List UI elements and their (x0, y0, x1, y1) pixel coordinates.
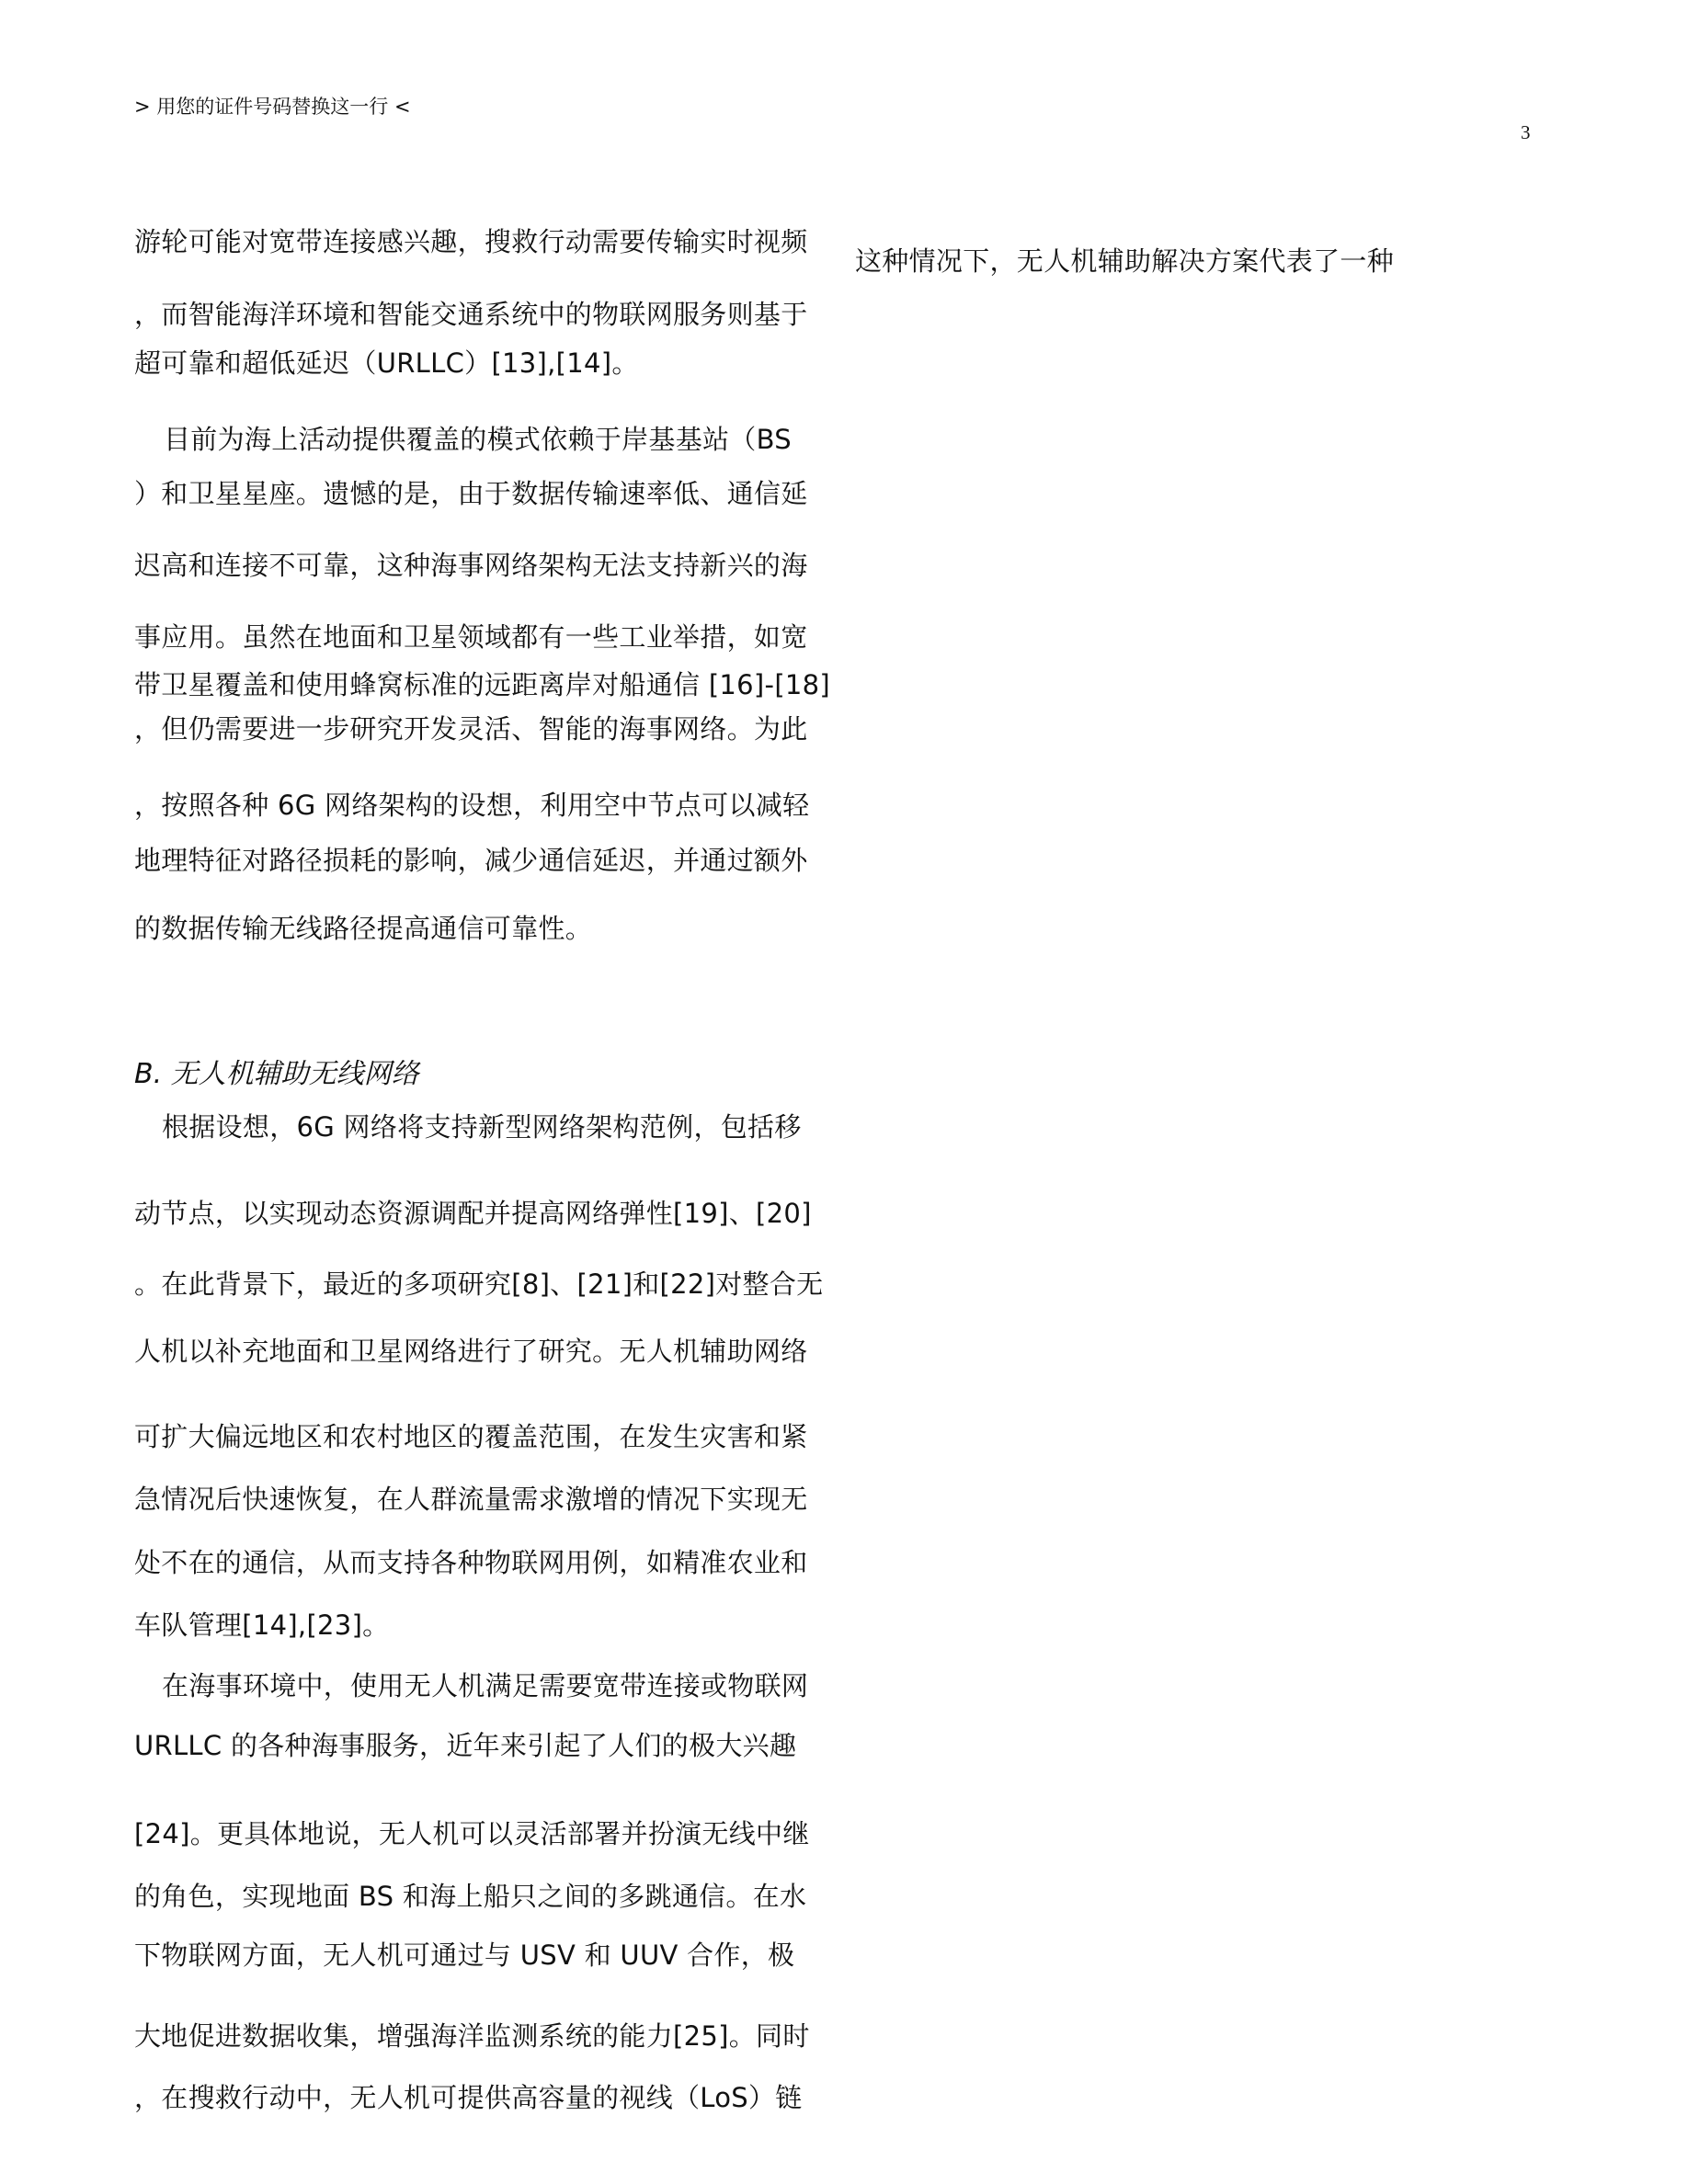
text-line: 人机以补充地面和卫星网络进行了研究。无人机辅助网络 (134, 1336, 808, 1367)
header-note: > 用您的证件号码替换这一行 < (134, 96, 411, 118)
text-line: 处不在的通信，从而支持各种物联网用例，如精准农业和 (134, 1547, 808, 1578)
text-line: ，而智能海洋环境和智能交通系统中的物联网服务则基于 (134, 299, 808, 330)
text-line: 的角色，实现地面 BS 和海上船只之间的多跳通信。在水 (134, 1881, 807, 1912)
text-line: 在海事环境中，使用无人机满足需要宽带连接或物联网 (162, 1670, 809, 1701)
page-number: 3 (1521, 121, 1531, 143)
text-line: 游轮可能对宽带连接感兴趣，搜救行动需要传输实时视频 (134, 226, 808, 257)
text-line: 根据设想，6G 网络将支持新型网络架构范例，包括移 (162, 1111, 802, 1143)
text-line: 迟高和连接不可靠，这种海事网络架构无法支持新兴的海 (134, 550, 808, 581)
text-line: 带卫星覆盖和使用蜂窝标准的远距离岸对船通信 [16]-[18] (134, 669, 831, 700)
text-line: 超可靠和超低延迟（URLLC）[13],[14]。 (134, 347, 639, 379)
text-line: 动节点，以实现动态资源调配并提高网络弹性[19]、[20] (134, 1198, 812, 1229)
text-line: ，按照各种 6G 网络架构的设想，利用空中节点可以减轻 (134, 790, 810, 821)
text-line: ，在搜救行动中，无人机可提供高容量的视线（LoS）链 (134, 2082, 803, 2113)
section-heading: B. 无人机辅助无线网络 (134, 1058, 419, 1090)
text-line: 的数据传输无线路径提高通信可靠性。 (134, 913, 593, 944)
text-line: ，但仍需要进一步研究开发灵活、智能的海事网络。为此 (134, 713, 808, 745)
text-line: 目前为海上活动提供覆盖的模式依赖于岸基基站（BS (164, 424, 792, 455)
text-line: 地理特征对路径损耗的影响，减少通信延迟，并通过额外 (134, 845, 808, 876)
text-line: 下物联网方面，无人机可通过与 USV 和 UUV 合作，极 (134, 1939, 795, 1971)
text-line: 急情况后快速恢复，在人群流量需求激增的情况下实现无 (134, 1484, 808, 1515)
text-line: 车队管理[14],[23]。 (134, 1610, 390, 1641)
text-line: ）和卫星星座。遗憾的是，由于数据传输速率低、通信延 (134, 478, 808, 509)
text-line: 可扩大偏远地区和农村地区的覆盖范围，在发生灾害和紧 (134, 1421, 808, 1452)
text-line: 。在此背景下，最近的多项研究[8]、[21]和[22]对整合无 (134, 1268, 824, 1300)
text-line: 事应用。虽然在地面和卫星领域都有一些工业举措，如宽 (134, 621, 808, 653)
text-line: URLLC 的各种海事服务，近年来引起了人们的极大兴趣 (134, 1730, 797, 1761)
text-line: 大地促进数据收集，增强海洋监测系统的能力[25]。同时 (134, 2020, 810, 2052)
text-line: [24]。更具体地说，无人机可以灵活部署并扮演无线中继 (134, 1818, 810, 1849)
text-line: 这种情况下，无人机辅助解决方案代表了一种 (855, 245, 1395, 277)
